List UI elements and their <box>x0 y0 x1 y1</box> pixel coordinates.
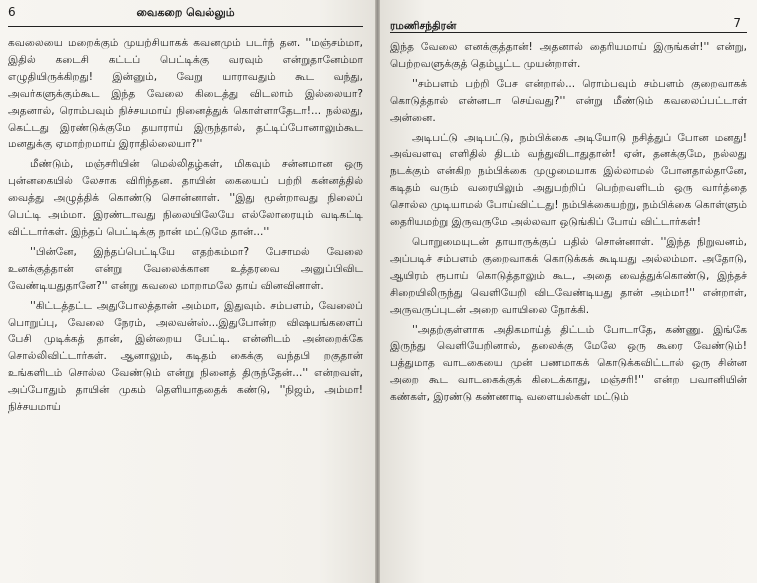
right-page-body <box>390 39 747 406</box>
right-page <box>380 0 757 583</box>
page-number-right: 7 <box>733 16 741 30</box>
paragraph: ''சம்பளம் பற்றி பேச என்றால்... ரொம்பவும் சம்பளம் குறைவாகக் கொடுத்தால் என்னடா செய்வது?'' என்று மீண்டும் கவலைப்பட்டாள் அன்னை. <box>390 77 747 124</box>
running-title-left: வைகறை வெல்லும் <box>136 6 235 19</box>
running-title-right: ரமணிசந்திரன் <box>390 20 457 32</box>
paragraph: அடிபட்டு அடிபட்டு, நம்பிக்கை அடியோடு நசித்துப் போன மனது! அவ்வளவு எளிதில் திடம் வந்துவிடாதுதான்! ஏன், தனக்குமே, நல்லது நடக்கும் என்கிற நம்பிக்கை முழுமையாக இல்லாமல் போனதால்தானே, கடிதம் வரும் வரையிலும் அதுபற்றிப் பெற்றவளிடம் ஒரு வார்த்தை சொல்ல முடியாமல் போய்விட்டது! நம்பிக்கையற்று, நம்பிக்கை கொள்ளும் தைரியமற்று இருவருமே அல்லவா ஒடுங்கிப் போய் விட்டார்கள்! <box>390 131 747 229</box>
left-page-header <box>8 0 363 27</box>
paragraph: கவலையை மறைக்கும் முயற்சியாகக் கவனமும் படர்ந் தன. ''மஞ்சம்மா, இதில் கடைசி கட்டப் பெட்டிக்கு வரவும் என்றுதானேம்மா எழுதியிருக்கிறது! இன்னும், வேறு யாராவதும் கூட வந்து, அவர்களுக்கும்கூட இந்த வேலை கிடைத்து விடலாம் இல்லையா? அதனால், ரொம்பவும் நிச்சயமாய் நினைத்துக் கொள்ளாதேடா!... நல்லது, கெட்டது இரண்டுக்குமே தயாராய் இருந்தால், தட்டிப்போனாலும்கூட மனதுக்கு ஏமாற்றமாய் இராதில்லையா?'' <box>8 37 363 151</box>
paragraph: பொறுமையுடன் தாயாருக்குப் பதில் சொன்னாள். ''இந்த நிறுவனம், அப்படிச் சம்பளம் குறைவாகக் கொடுக்கக் கூடியது அல்லம்மா. அதோடு, ஆயிரம் ரூபாய் கொடுத்தாலும் கூட, அதை வைத்துக்கொண்டு, இந்தச் சிறையிலிருந்து வெளியேறி விடவேண்டியது தான் அம்மா!'' என்றாள், அருவருப்புடன் அறை வாயிலை நோக்கி. <box>390 235 747 316</box>
paragraph: இந்த வேலை எனக்குத்தான்! அதனால் தைரியமாய் இருங்கள்!'' என்று, பெற்றவளுக்குத் தெம்பூட்ட முயன்றாள். <box>390 41 747 70</box>
paragraph: மீண்டும், மஞ்சரியின் மெல்லிதழ்கள், மிகவும் சன்னமான ஒரு புன்னகையில் லேசாக விரிந்தன. தாயின் கையைப் பற்றி கன்னத்தில் வைத்து அழுத்திக் கொண்டு சொன்னாள். ''இது மூன்றாவது நிலைப் பெட்டி அம்மா. இரண்டாவது நிலையிலேயே எல்லோரையும் வடிகட்டி விட்டார்கள். இந்தப் பெட்டிக்கு நான் மட்டுமே தான்...'' <box>8 158 363 238</box>
paragraph: ''அதற்குள்ளாக அதிகமாய்த் திட்டம் போடாதே, கண்ணு. இங்கே இருந்து வெளியேறினால், தலைக்கு மேலே ஒரு கூரை வேண்டும்! பத்துமாத வாடகையை முன் பணமாகக் கொடுக்கவிட்டால் ஒரு சின்ன அறை கூட வாடகைக்குக் கிடைக்காது, மஞ்சரி!'' என்ற பவானியின் கண்கள், இரண்டு கண்ணாடி வளையல்கள் மட்டும் <box>390 323 747 404</box>
right-page-header <box>390 0 747 33</box>
left-page <box>0 0 375 583</box>
paragraph: ''கிட்டத்தட்ட அதுபோலத்தான் அம்மா, இதுவும். சம்பளம், வேலைப் பொறுப்பு, வேலை நேரம், அலவன்ஸ்...இதுபோன்ற விஷயங்களைப் பேசி முடிக்கத் தான், இன்றைய பேட்டி. என்னிடம் அன்றைக்கே சொல்லிவிட்டார்கள். ஆனாலும், கடிதம் கைக்கு வந்தபி றகுதான் உங்களிடம் சொல்ல வேண்டும் என்று நினைத் திருந்தேன்...'' என்றவள், அப்போதும் தாயின் முகம் தெளியாததைக் கண்டு, ''நிஜம், அம்மா! நிச்சயமாய் <box>8 299 363 414</box>
page-number-left: 6 <box>8 5 16 19</box>
paragraph: ''பின்னே, இந்தப்பெட்டியே எதற்கம்மா? பேசாமல் வேலை உனக்குத்தான் என்று வேலைக்கான உத்தரவை அனுப்பிவிட வேண்டியதுதானே?'' என்று கவலை மாறாமலே தாய் வினவினாள். <box>8 245 363 292</box>
left-page-body <box>8 35 363 416</box>
